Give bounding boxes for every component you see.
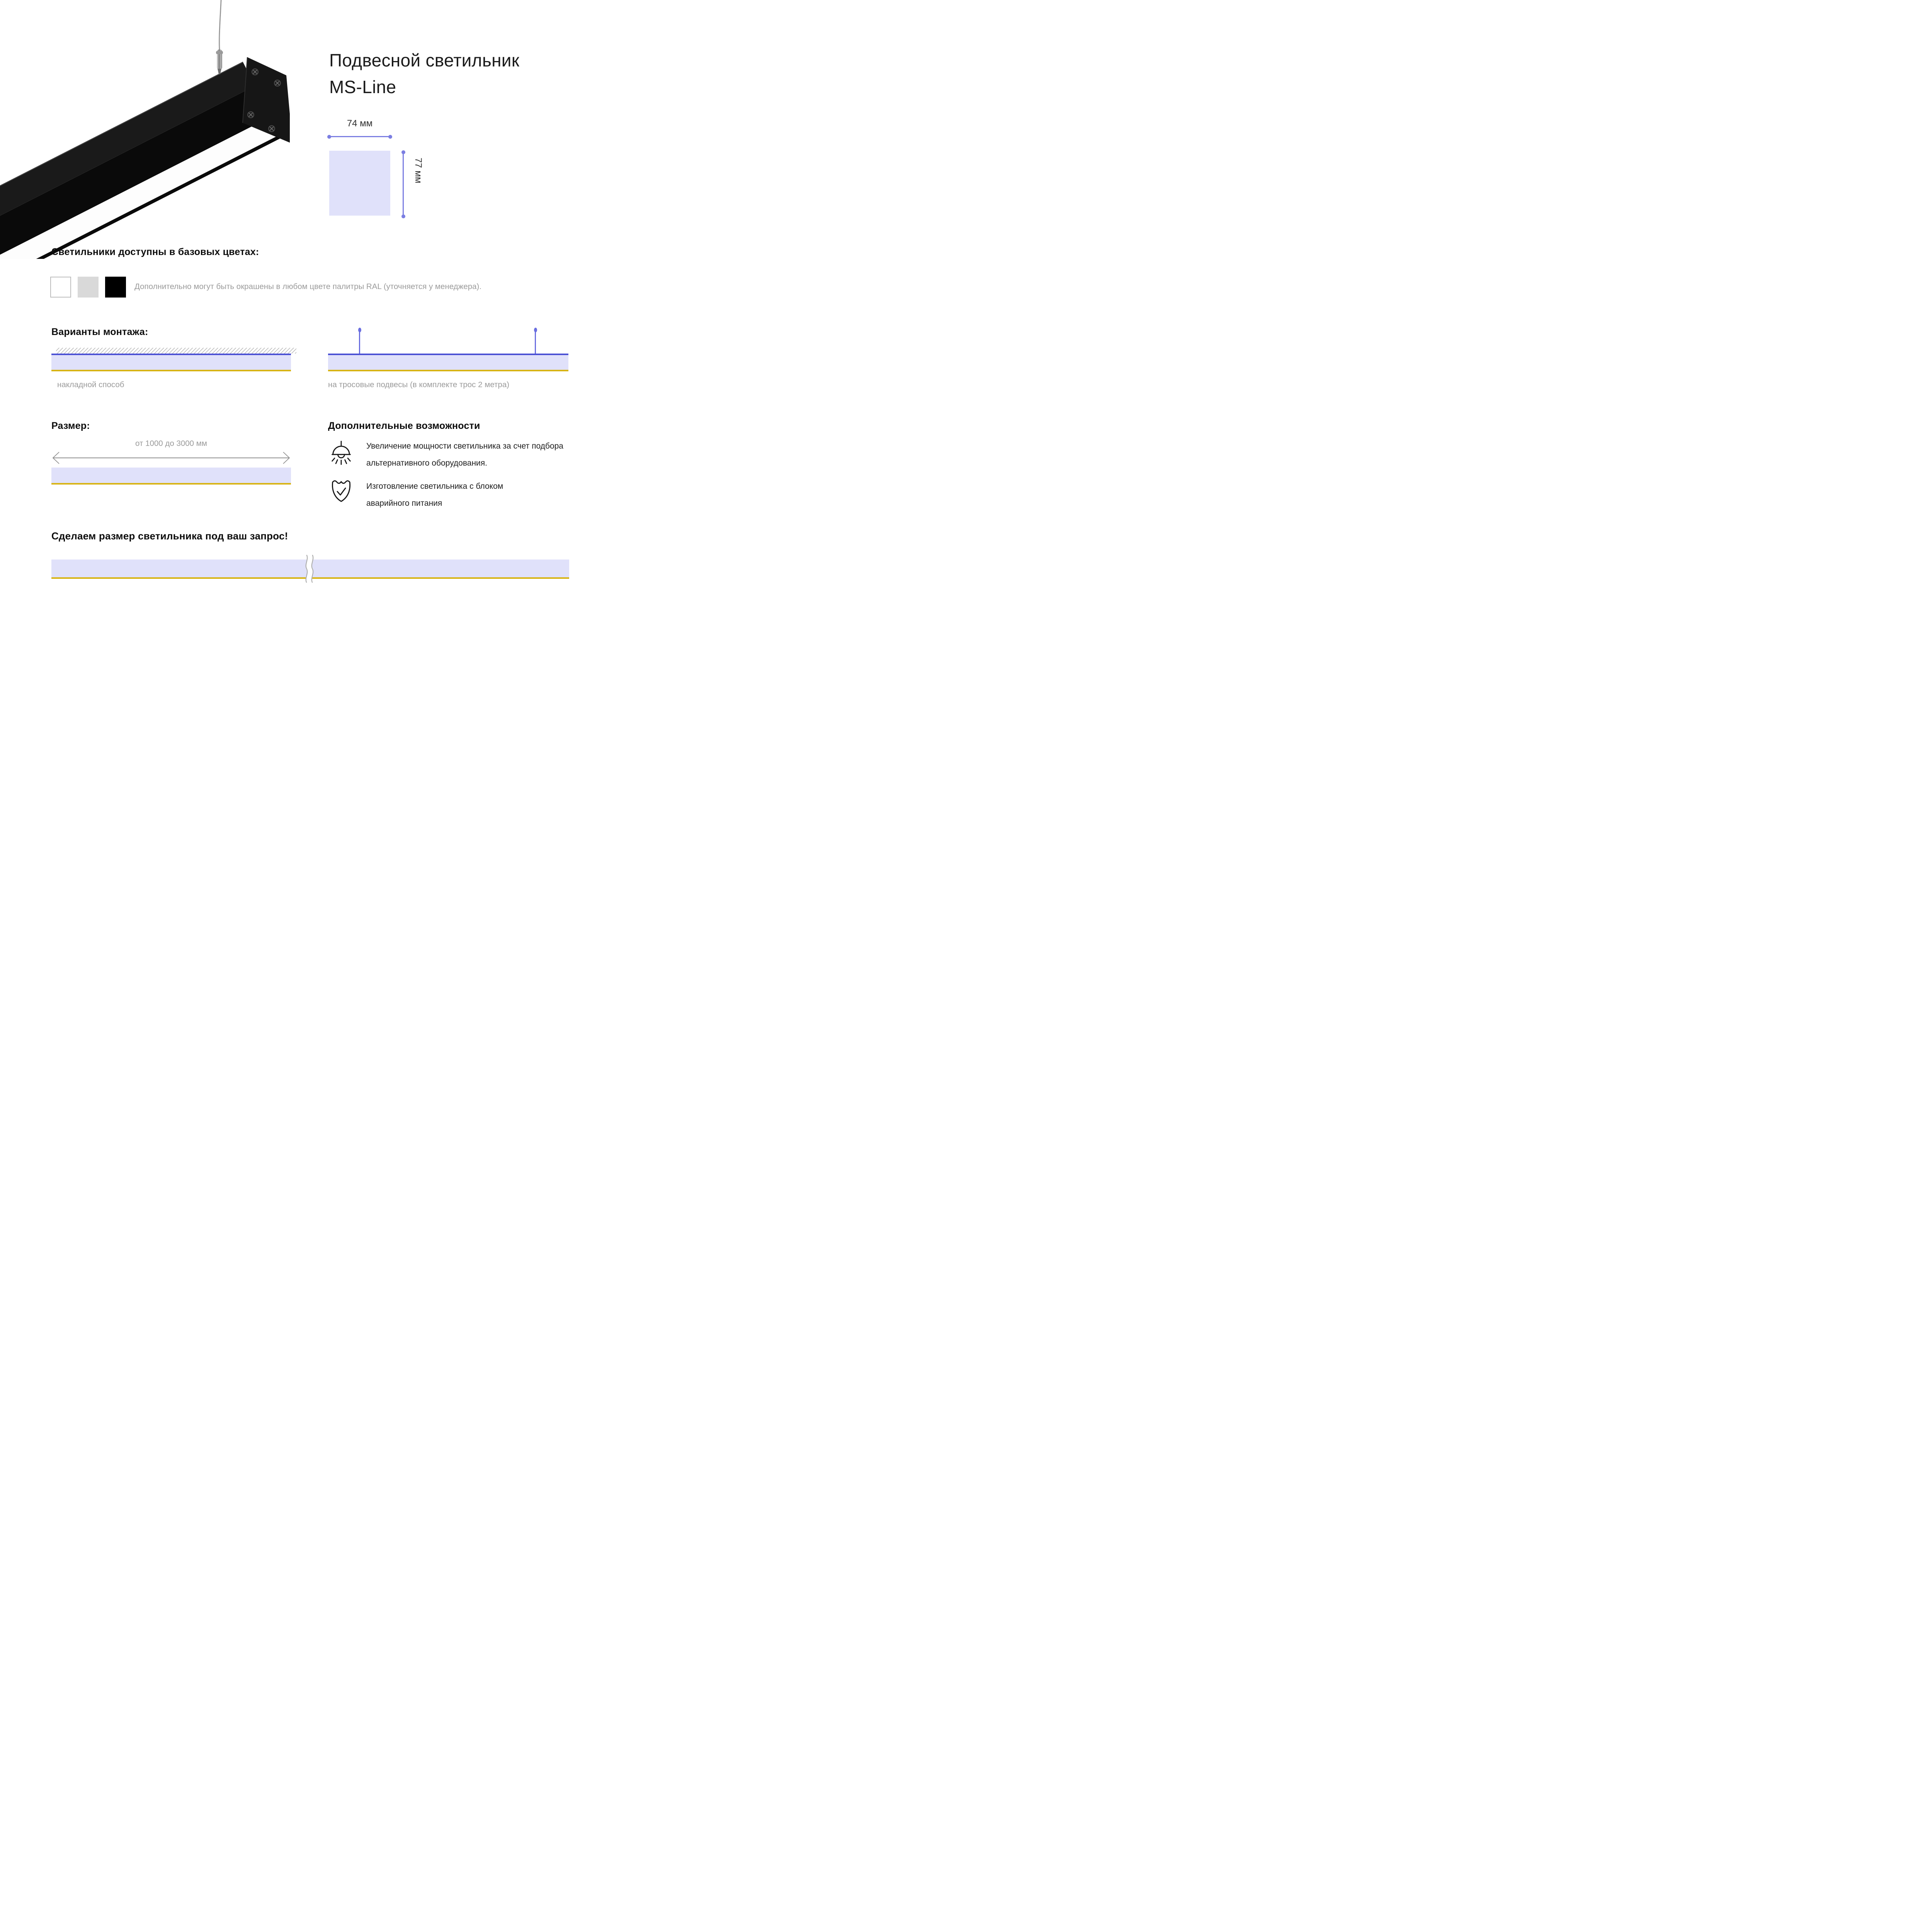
page-title-line1: Подвесной светильник xyxy=(329,50,520,70)
dimension-height-label: 77 мм xyxy=(413,158,423,184)
dimension-dot xyxy=(327,135,331,139)
feature-text-emergency: Изготовление светильника с блоком аварийного питания xyxy=(366,482,503,508)
suspension-pin xyxy=(535,330,536,354)
product-photo xyxy=(0,0,290,259)
dimension-width-label: 74 мм xyxy=(347,118,373,129)
page-title xyxy=(329,47,519,100)
dimension-height-line xyxy=(403,152,404,216)
color-swatch-gray xyxy=(78,277,99,298)
luminaire-bar xyxy=(51,468,291,483)
mounting-caption-suspended: на тросовые подвесы (в комплекте трос 2 метра) xyxy=(328,380,510,389)
feature-text-power: Увеличение мощности светильника за счет подбора альтернативного оборудования. xyxy=(366,442,563,468)
shield-check-icon xyxy=(331,479,351,503)
size-range-arrow xyxy=(51,451,291,464)
suspension-cable xyxy=(216,0,223,74)
colors-note: Дополнительно могут быть окрашены в любом цвете палитры RAL (уточняется у менеджера). xyxy=(134,282,482,291)
page-title-line2: MS-Line xyxy=(329,77,396,97)
size-heading: Размер: xyxy=(51,420,90,431)
dimension-width-line xyxy=(329,136,390,137)
colors-heading: Светильники доступны в базовых цветах: xyxy=(51,247,259,257)
size-range-label: от 1000 до 3000 мм xyxy=(135,439,207,448)
mounting-caption-surface: накладной способ xyxy=(57,380,124,389)
mounting-heading: Варианты монтажа: xyxy=(51,327,148,337)
color-swatch-black xyxy=(105,277,126,298)
diffuser-line xyxy=(328,370,568,371)
custom-size-heading: Сделаем размер светильника под ваш запрос! xyxy=(51,530,288,542)
dimension-dot xyxy=(401,150,405,154)
suspension-pin xyxy=(359,330,360,354)
bar-break-mark xyxy=(303,555,316,583)
lamp-beam xyxy=(0,62,282,259)
profile-cross-section xyxy=(329,151,390,216)
dimension-dot xyxy=(401,214,405,218)
features-heading: Дополнительные возможности xyxy=(328,420,480,431)
ceiling-hatch xyxy=(56,348,296,354)
pendant-lamp-icon xyxy=(330,440,352,466)
dimension-dot xyxy=(388,135,392,139)
product-sheet xyxy=(0,0,618,618)
diffuser-line xyxy=(51,483,291,485)
suspension-pin-dot xyxy=(358,328,361,332)
suspension-pin-dot xyxy=(534,328,537,332)
color-swatch-white xyxy=(50,277,71,298)
luminaire-bar xyxy=(328,355,568,370)
luminaire-bar xyxy=(51,355,291,370)
diffuser-line xyxy=(51,370,291,371)
